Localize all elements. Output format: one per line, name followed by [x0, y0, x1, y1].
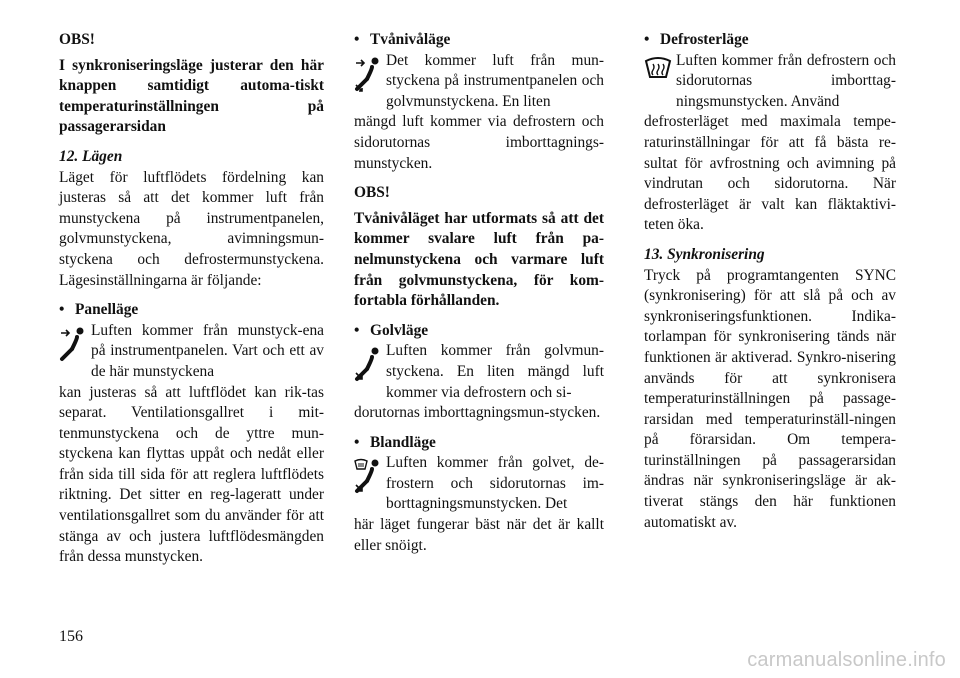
watermark: carmanualsonline.info	[747, 649, 946, 671]
column-right	[644, 30, 896, 533]
obs-heading-2: OBS!	[354, 184, 390, 202]
defrost-mode-title: • Defrosterläge	[644, 31, 749, 48]
bilevel-mode-description	[354, 51, 604, 175]
floor-mode-text-indented: Luften kommer från golvmun-styckena. En liten mängd luft kommer via defrostern och si-	[386, 342, 604, 401]
bilevel-mode-icon	[354, 55, 384, 95]
panel-mode-text-rest: kan justeras så att luftflödet kan rik-tas separat. Ventilationsgallret i mit-tenmunstyckena och de yttre mun-styckena kan flyttas uppåt och nedåt eller från sida till sida för att reglera luftflödets riktning. Det sitter en reg-lageratt under ventilationsgallret som du använder för att stänga av och justera luftflödesmängden från dessa munstycken.	[59, 383, 324, 566]
sync-text: Tryck på programtangenten SYNC (synkronisering) för att slå på och av synkroniseringsfunktionen. Indika-torlampan för synkronisering tänds när funktionen är aktiverad. Synkro-nisering används för att synkronisera temperaturinställningen på passage-rarsidan med temperaturinställ-ningen på förarsidan. Om tempera-turinställningen på passagerarsidan ändras när synkroniseringsläge är ak-tiverat stängs den här funktionen automatiskt av.	[644, 266, 896, 531]
mix-mode-title: • Blandläge	[354, 433, 436, 451]
modes-intro: Läget för luftflödets fördelning kan justeras så att det kommer luft från munstyckena på instrumentpanelen, golvmunstyckena, avimningsmun-styckena och defrostermunstyckena. Lägesinställningarna är följande:	[59, 168, 324, 289]
page-number: 156	[59, 628, 83, 645]
bilevel-mode-text-indented: Det kommer luft från mun-styckena på instrumentpanelen och golvmunstyckena. En liten	[386, 51, 604, 110]
floor-mode-title: • Golvläge	[354, 321, 429, 339]
floor-mode-icon	[354, 345, 384, 385]
section-heading-modes: 12. Lägen	[59, 147, 123, 165]
panel-mode-description	[59, 321, 324, 568]
obs-text: I synkroniseringsläge justerar den här knappen samtidigt automa-tiskt temperaturinställningen på passagerarsidan	[59, 56, 324, 136]
section-heading-sync: 13. Synkronisering	[644, 245, 765, 263]
obs-heading: OBS!	[59, 31, 95, 48]
column-left	[59, 30, 324, 568]
defrost-mode-text-indented: Luften kommer från defrostern och sidorutornas imborttag-ningsmunstycken. Använd	[676, 51, 896, 110]
floor-mode-description	[354, 341, 604, 423]
mix-mode-text-indented: Luften kommer från golvet, de-frostern och sidorutornas im-borttagningsmunstycken. Det	[386, 454, 604, 513]
defrost-mode-description	[644, 51, 896, 236]
panel-mode-icon	[59, 325, 89, 365]
bilevel-mode-title: • Tvånivåläge	[354, 31, 451, 48]
panel-mode-text-indented: Luften kommer från munstyck-ena på instrumentpanelen. Vart och ett av de här munstyckena	[91, 321, 324, 380]
defrost-mode-text-rest: defrosterläget med maximala tempe-raturinställningar för att få bästa re-sultat för avfrostning och avimning på vindrutan och sidorutorna. När defrosterläget är valt kan fläktaktivi-teten öka.	[644, 113, 896, 234]
bilevel-mode-text-rest: mängd luft kommer via defrostern och sidorutornas imborttagnings-munstycken.	[354, 113, 604, 172]
column-middle	[354, 30, 604, 556]
mix-mode-description	[354, 453, 604, 556]
mix-mode-text-rest: här läget fungerar bäst när det är kallt eller snöigt.	[354, 516, 604, 554]
mix-mode-icon	[354, 457, 384, 497]
panel-mode-title: • Panelläge	[59, 301, 139, 319]
floor-mode-text-rest: dorutornas imborttagningsmun-stycken.	[354, 404, 601, 422]
defrost-mode-icon	[644, 55, 674, 95]
obs-text-2: Tvånivåläget har utformats så att det kommer svalare luft från pa-nelmunstyckena och varmare luft från golvmunstyckena, för kom-fortabla förhållanden.	[354, 209, 604, 310]
